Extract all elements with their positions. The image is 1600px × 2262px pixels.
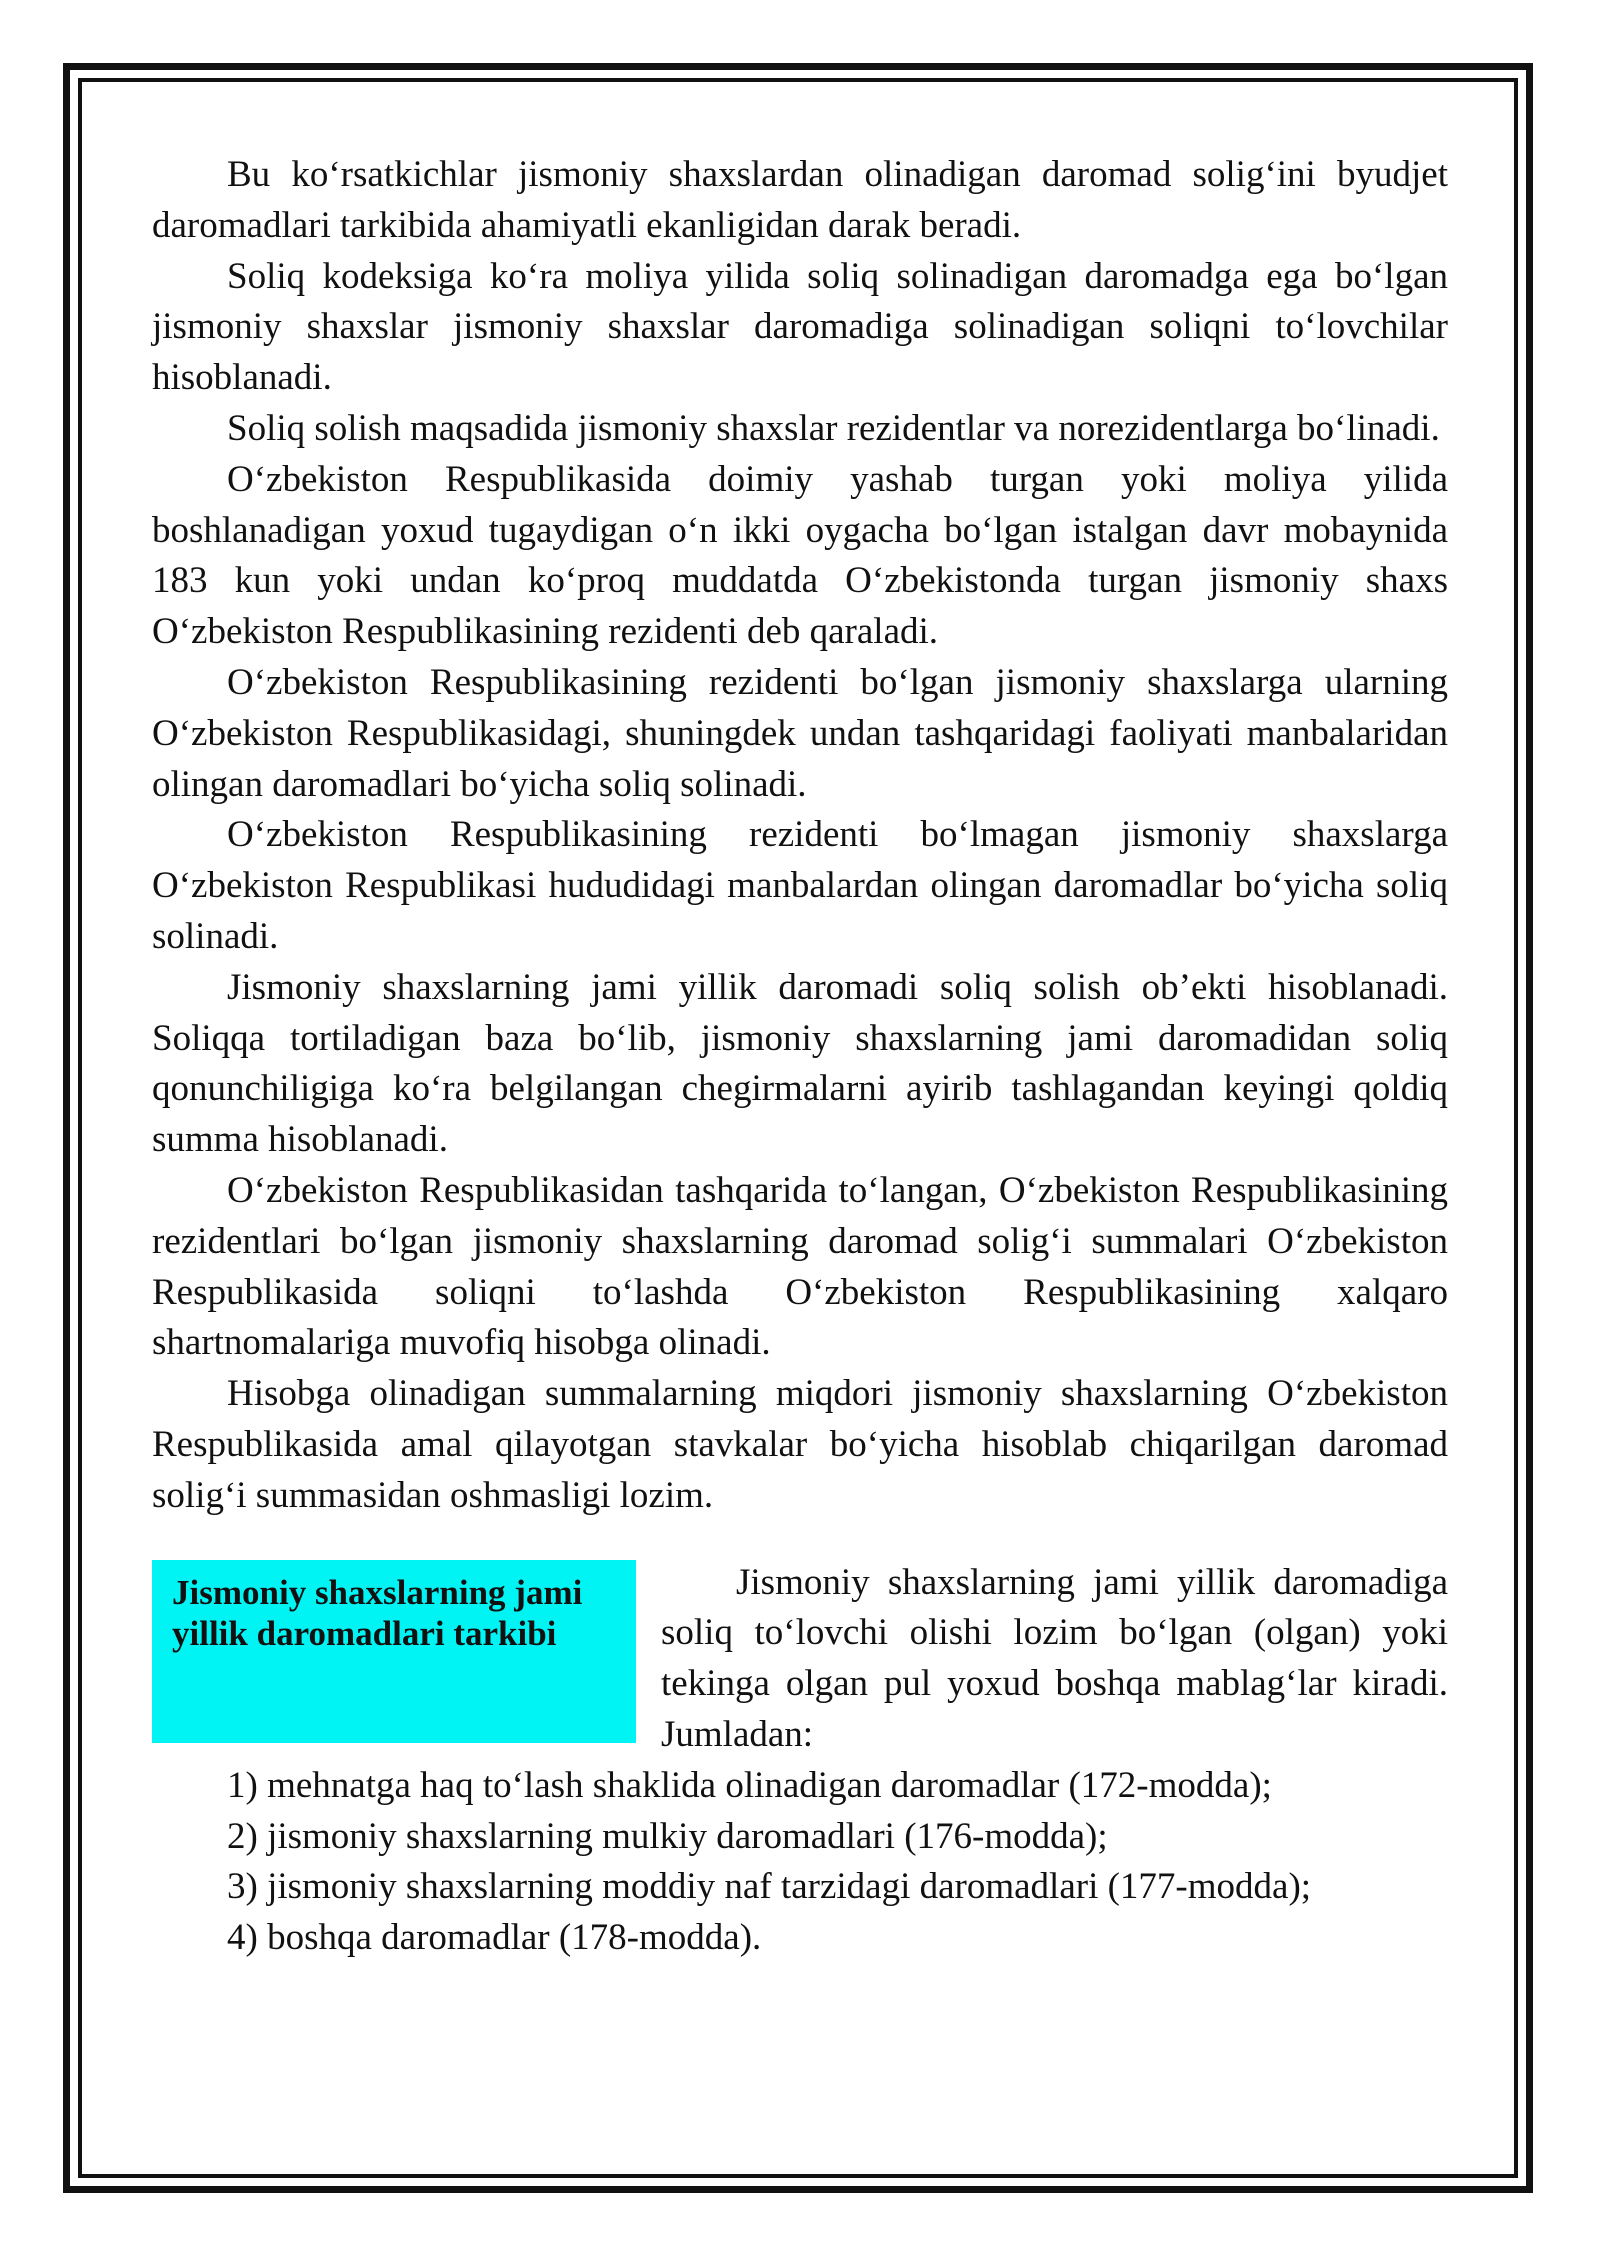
paragraph: Bu ko‘rsatkichlar jismoniy shaxslardan olinadigan daromad solig‘ini byudjet daromadlari tarkibida ahamiyatli ekanligidan darak beradi. [152, 154, 1448, 246]
list-item: 2) jismoniy shaxslarning mulkiy daromadlari (176-modda); [227, 1815, 1108, 1857]
aside-title: Jismoniy shaxslarning jami yillik daromadlari tarkibi [172, 1572, 583, 1653]
income-composition-section [152, 1558, 1448, 1761]
paragraph: O‘zbekiston Respublikasidan tashqarida to‘langan, O‘zbekiston Respublikasining rezidentlari bo‘lgan jismoniy shaxslarning daromad solig‘i summalari O‘zbekiston Respublikasida soliqni to‘lashda O‘zbekiston Respublikasining xalqaro shartnomalariga muvofiq hisobga olinadi. [152, 1169, 1448, 1364]
paragraph: O‘zbekiston Respublikasining rezidenti bo‘lmagan jismoniy shaxslarga O‘zbekiston Respublikasi hududidagi manbalardan olingan daromadlar bo‘yicha soliq solinadi. [152, 814, 1448, 957]
page-content [152, 150, 1448, 1964]
income-types-list [152, 1761, 1448, 1964]
aside-callout-box [152, 1560, 636, 1743]
paragraph: O‘zbekiston Respublikasida doimiy yashab turgan yoki moliya yilida boshlanadigan yoxud tugaydigan o‘n ikki oygacha bo‘lgan istalgan davr mobaynida 183 kun yoki undan ko‘proq muddatda O‘zbekistonda turgan jismoniy shaxs O‘zbekiston Respublikasining rezidenti deb qaraladi. [152, 458, 1448, 653]
paragraph: Jismoniy shaxslarning jami yillik daromadi soliq solish ob’ekti hisoblanadi. Soliqqa tortiladigan baza bo‘lib, jismoniy shaxslarning jami daromadidan soliq qonunchiligiga ko‘ra belgilangan chegirmalarni ayirib tashlagandan keyingi qoldiq summa hisoblanadi. [152, 966, 1448, 1161]
list-item: 1) mehnatga haq to‘lash shaklida olinadigan daromadlar (172-modda); [227, 1764, 1272, 1806]
section-intro-text: Jismoniy shaxslarning jami yillik daromadiga soliq to‘lovchi olishi lozim bo‘lgan (olgan) yoki tekinga olgan pul yoxud boshqa mablag‘lar kiradi. Jumladan: [661, 1561, 1448, 1755]
paragraph: Hisobga olinadigan summalarning miqdori jismoniy shaxslarning O‘zbekiston Respublikasida amal qilayotgan stavkalar bo‘yicha hisoblab chiqarilgan daromad solig‘i summasidan oshmasligi lozim. [152, 1373, 1448, 1516]
list-item: 4) boshqa daromadlar (178-modda). [227, 1917, 762, 1959]
paragraph: Soliq solish maqsadida jismoniy shaxslar rezidentlar va norezidentlarga bo‘linadi. [227, 407, 1440, 449]
list-item: 3) jismoniy shaxslarning moddiy naf tarzidagi daromadlari (177-modda); [227, 1866, 1312, 1908]
paragraph: O‘zbekiston Respublikasining rezidenti bo‘lgan jismoniy shaxslarga ularning O‘zbekiston Respublikasidagi, shuningdek undan tashqaridagi faoliyati manbalaridan olingan daromadlari bo‘yicha soliq solinadi. [152, 661, 1448, 805]
paragraph: Soliq kodeksiga ko‘ra moliya yilida soliq solinadigan daromadga ega bo‘lgan jismoniy shaxslar jismoniy shaxslar daromadiga solinadigan soliqni to‘lovchilar hisoblanadi. [152, 255, 1448, 399]
